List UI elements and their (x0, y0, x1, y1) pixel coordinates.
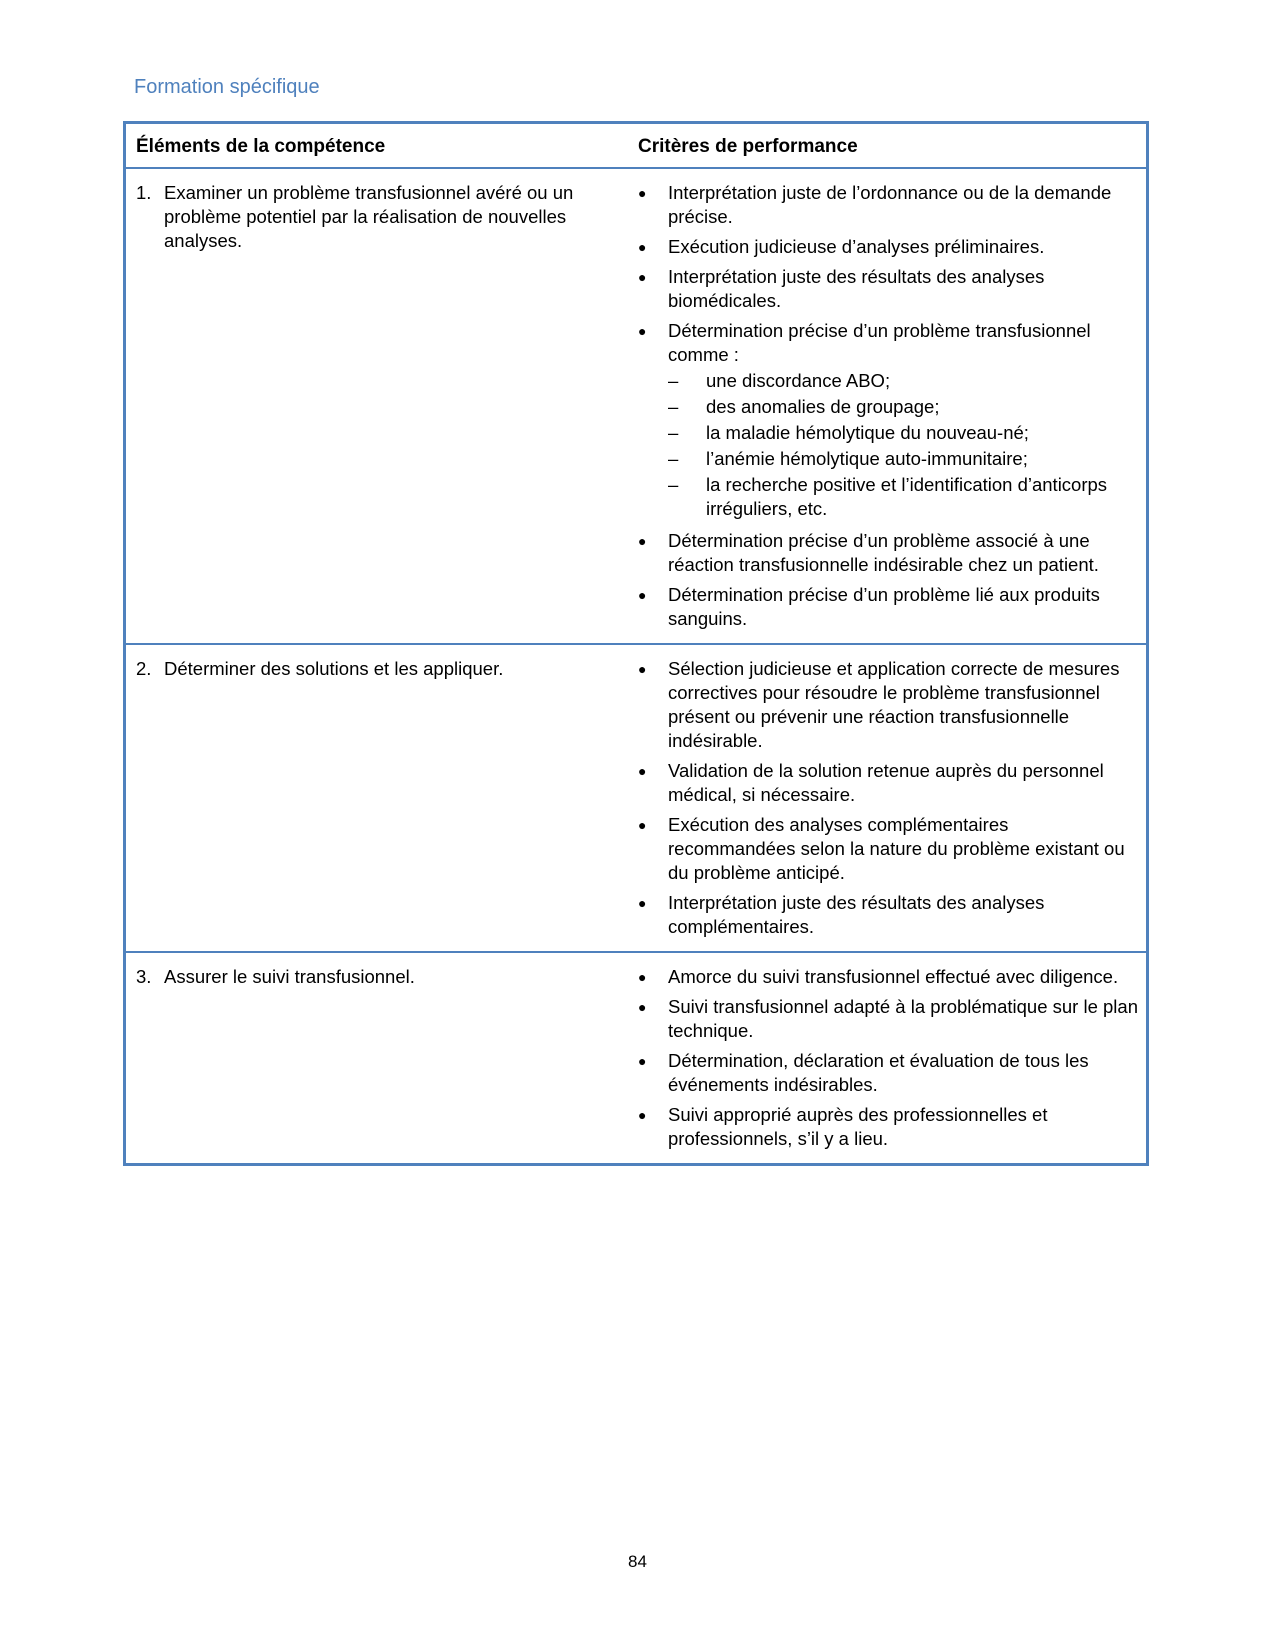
criteria-text: Interprétation juste de l’ordonnance ou de la demande précise. (668, 182, 1112, 227)
dash-icon: – (668, 422, 679, 443)
criteria-item (638, 1049, 1138, 1097)
element-number: 3. (136, 966, 152, 987)
header-criteria: Critères de performance (638, 135, 858, 157)
table-header-row (126, 124, 1146, 169)
bullet-icon: ● (638, 895, 647, 911)
element-number: 1. (136, 182, 152, 203)
element-item (136, 657, 628, 681)
element-text: Examiner un problème transfusionnel avéré ou un problème potentiel par la réalisation de nouvelles analyses. (164, 182, 574, 251)
bullet-icon: ● (638, 269, 647, 285)
element-text: Assurer le suivi transfusionnel. (164, 966, 415, 987)
criteria-item (638, 965, 1138, 989)
criteria-list (638, 181, 1138, 631)
criteria-text: Interprétation juste des résultats des analyses biomédicales. (668, 266, 1045, 311)
criteria-text: Interprétation juste des résultats des analyses complémentaires. (668, 892, 1045, 937)
criteria-text: Exécution des analyses complémentaires recommandées selon la nature du problème existant ou du problème anticipé. (668, 814, 1125, 883)
criteria-list (638, 657, 1138, 939)
dash-icon: – (668, 396, 679, 417)
sub-criteria-item (668, 369, 1138, 393)
criteria-item (638, 995, 1138, 1043)
criteria-item (638, 265, 1138, 313)
sub-criteria-text: l’anémie hémolytique auto-immunitaire; (706, 448, 1028, 469)
sub-criteria-item (668, 395, 1138, 419)
bullet-icon: ● (638, 817, 647, 833)
criteria-item (638, 657, 1138, 753)
sub-criteria-text: une discordance ABO; (706, 370, 891, 391)
element-number: 2. (136, 658, 152, 679)
bullet-icon: ● (638, 969, 647, 985)
sub-criteria-list (668, 369, 1138, 521)
sub-criteria-text: des anomalies de groupage; (706, 396, 940, 417)
criteria-text: Amorce du suivi transfusionnel effectué avec diligence. (668, 966, 1119, 987)
dash-icon: – (668, 474, 679, 495)
bullet-icon: ● (638, 661, 647, 677)
element-item (136, 181, 628, 253)
element-text: Déterminer des solutions et les appliquer. (164, 658, 504, 679)
criteria-item (638, 235, 1138, 259)
criteria-text: Détermination précise d’un problème associé à une réaction transfusionnelle indésirable chez un patient. (668, 530, 1099, 575)
criteria-text: Suivi transfusionnel adapté à la problématique sur le plan technique. (668, 996, 1138, 1041)
bullet-icon: ● (638, 763, 647, 779)
criteria-text: Exécution judicieuse d’analyses préliminaires. (668, 236, 1045, 257)
criteria-item (638, 583, 1138, 631)
table-row (126, 953, 1146, 1163)
sub-criteria-text: la recherche positive et l’identification d’anticorps irréguliers, etc. (706, 474, 1108, 519)
criteria-text: Détermination, déclaration et évaluation de tous les événements indésirables. (668, 1050, 1089, 1095)
sub-criteria-item (668, 473, 1138, 521)
criteria-text: Validation de la solution retenue auprès du personnel médical, si nécessaire. (668, 760, 1104, 805)
table-row (126, 645, 1146, 953)
bullet-icon: ● (638, 185, 647, 201)
section-title: Formation spécifique (134, 76, 320, 98)
bullet-icon: ● (638, 323, 647, 339)
criteria-item (638, 181, 1138, 229)
criteria-text: Détermination précise d’un problème lié aux produits sanguins. (668, 584, 1100, 629)
criteria-item (638, 529, 1138, 577)
bullet-icon: ● (638, 533, 647, 549)
criteria-item (638, 813, 1138, 885)
bullet-icon: ● (638, 1107, 647, 1123)
sub-criteria-item (668, 447, 1138, 471)
sub-criteria-text: la maladie hémolytique du nouveau-né; (706, 422, 1029, 443)
competence-table (123, 121, 1149, 1166)
criteria-item (638, 891, 1138, 939)
bullet-icon: ● (638, 999, 647, 1015)
criteria-item (638, 319, 1138, 523)
page-number: 84 (628, 1552, 647, 1571)
criteria-item (638, 1103, 1138, 1151)
bullet-icon: ● (638, 239, 647, 255)
criteria-item (638, 759, 1138, 807)
criteria-text: Sélection judicieuse et application correcte de mesures correctives pour résoudre le problème transfusionnel présent ou prévenir une réaction transfusionnelle indésirable. (668, 658, 1120, 751)
dash-icon: – (668, 448, 679, 469)
bullet-icon: ● (638, 587, 647, 603)
criteria-list (638, 965, 1138, 1151)
sub-criteria-item (668, 421, 1138, 445)
criteria-text: Suivi approprié auprès des professionnelles et professionnels, s’il y a lieu. (668, 1104, 1048, 1149)
dash-icon: – (668, 370, 679, 391)
element-item (136, 965, 628, 989)
table-row (126, 169, 1146, 645)
header-elements: Éléments de la compétence (136, 135, 386, 157)
criteria-text: Détermination précise d’un problème transfusionnel comme : (668, 320, 1091, 365)
bullet-icon: ● (638, 1053, 647, 1069)
